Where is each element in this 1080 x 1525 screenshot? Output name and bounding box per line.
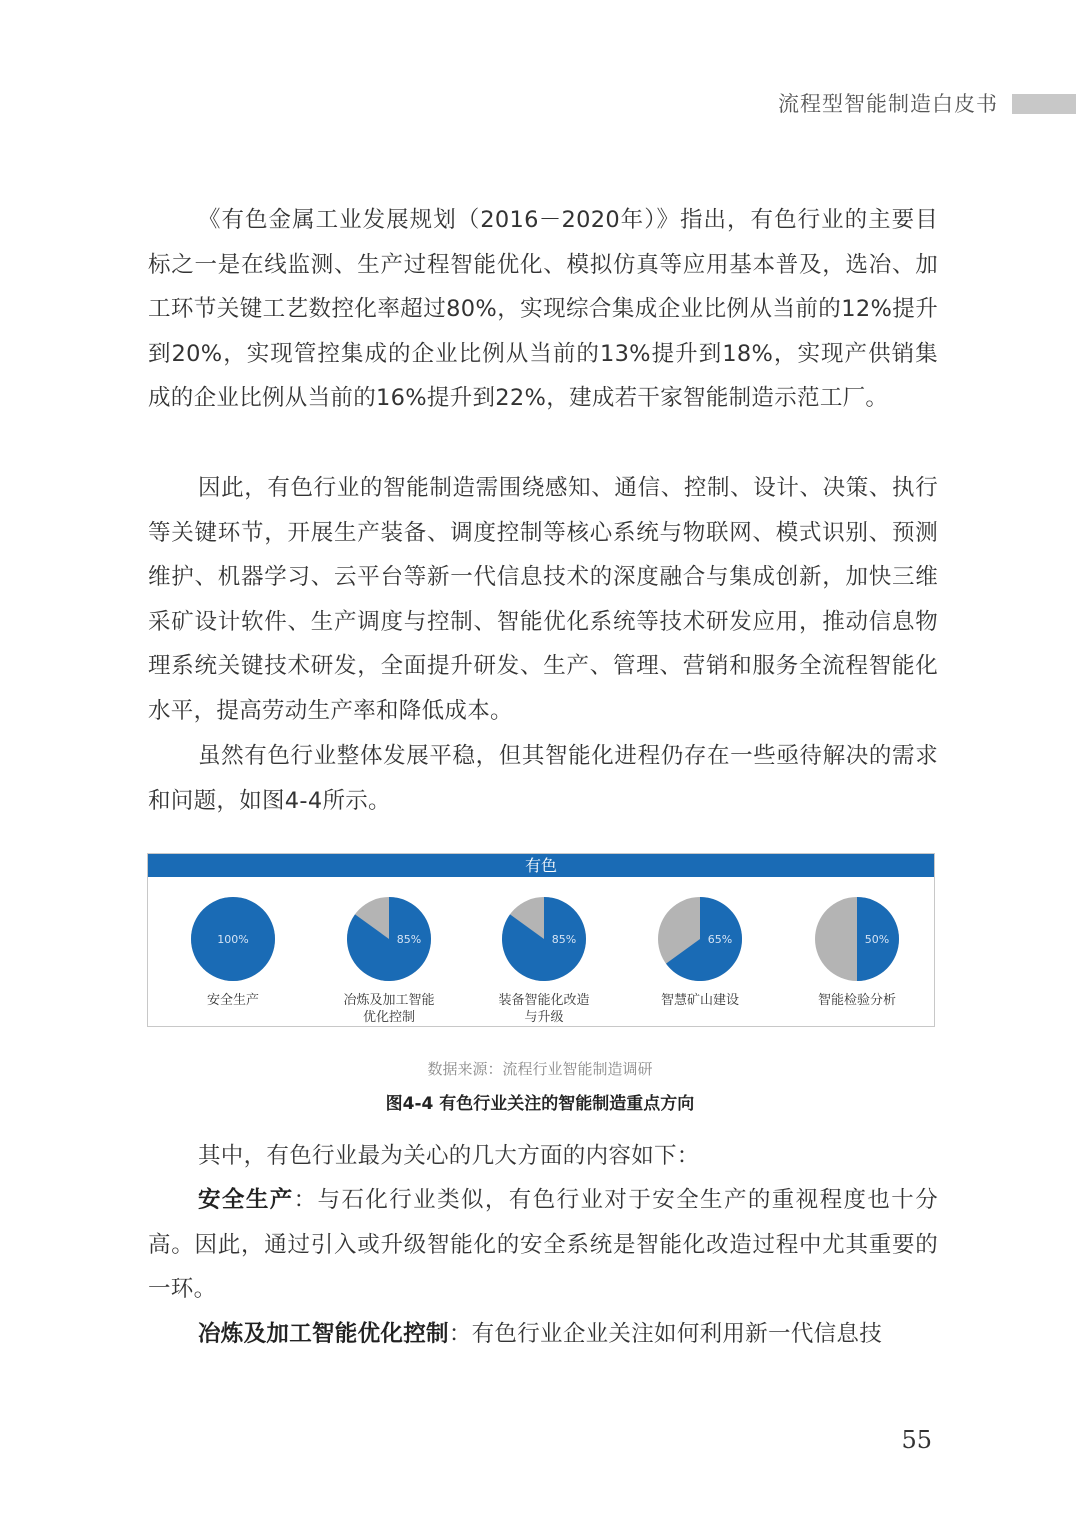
paragraph-text: 因此，有色行业的智能制造需围绕感知、通信、控制、设计、决策、执行等关键环节，开展生产装备、调度控制等核心系统与物联网、模式识别、预测维护、机器学习、云平台等新一代信息技术的深度融合与集成创新，加快三维采矿设计软件、生产调度与控制、智能优化系统等技术研发应用，推动信息物理系统关键技术研发，全面提升研发、生产、管理、营销和服务全流程智能化水平，提高劳动生产率和降低成本。 <box>148 475 938 724</box>
paragraph-lead-term: 安全生产 <box>198 1187 294 1213</box>
paragraph-3 <box>148 734 938 823</box>
paragraph-text <box>148 1178 938 1312</box>
paragraph-5 <box>148 1178 938 1312</box>
figure-source: 数据来源：流程行业智能制造调研 <box>427 1060 653 1078</box>
pie-item <box>329 894 449 1026</box>
pie-item <box>797 894 917 1009</box>
pie-item <box>173 894 293 1009</box>
paragraph-2 <box>148 466 938 734</box>
paragraph-lead-term: 冶炼及加工智能优化控制 <box>198 1321 449 1347</box>
pie-value-label: 65% <box>707 933 733 946</box>
pie-category-label: 装备智能化改造 与升级 <box>498 993 590 1025</box>
pie-category-label: 安全生产 <box>206 993 259 1008</box>
pie-category-label: 冶炼及加工智能 优化控制 <box>343 993 435 1025</box>
pie-category-label: 智慧矿山建设 <box>660 993 739 1008</box>
figure-header: 有色 <box>148 854 934 877</box>
paragraph-body: ：有色行业企业关注如何利用新一代信息技 <box>448 1321 883 1347</box>
running-header-bar <box>1012 94 1076 114</box>
paragraph-text: 其中，有色行业最为关心的几大方面的内容如下： <box>198 1143 700 1169</box>
pie-chart <box>188 894 278 984</box>
paragraph-4 <box>148 1134 938 1179</box>
pie-item <box>484 894 604 1026</box>
pie-chart <box>499 894 589 984</box>
paragraph-text: 虽然有色行业整体发展平稳，但其智能化进程仍存在一些亟待解决的需求和问题，如图4-4所示。 <box>148 743 938 814</box>
running-header-title: 流程型智能制造白皮书 <box>778 92 998 116</box>
pie-chart <box>812 894 902 984</box>
pie-category-label: 智能检验分析 <box>817 993 896 1008</box>
paragraph-text: 《有色金属工业发展规划（2016－2020年）》指出，有色行业的主要目标之一是在线监测、生产过程智能优化、模拟仿真等应用基本普及，选冶、加工环节关键工艺数控化率超过80%，实现综合集成企业比例从当前的12%提升到20%，实现管控集成的企业比例从当前的13%提升到18%，实现产供销集成的企业比例从当前的16%提升到22%，建成若干家智能制造示范工厂。 <box>148 207 938 412</box>
paragraph-body: ：与石化行业类似，有色行业对于安全生产的重视程度也十分高。因此，通过引入或升级智能化的安全系统是智能化改造过程中尤其重要的一环。 <box>148 1187 939 1303</box>
paragraph-text <box>148 1312 938 1357</box>
pie-value-label: 85% <box>396 933 422 946</box>
pie-value-label: 85% <box>551 933 577 946</box>
paragraph-6 <box>148 1312 938 1357</box>
figure-pie-charts <box>147 853 935 1027</box>
pie-item <box>640 894 760 1009</box>
page-number: 55 <box>901 1426 932 1454</box>
pie-value-label: 50% <box>864 933 890 946</box>
pie-chart <box>655 894 745 984</box>
pie-chart <box>344 894 434 984</box>
pie-value-label: 100% <box>217 933 249 946</box>
figure-caption: 图4-4 有色行业关注的智能制造重点方向 <box>385 1094 695 1114</box>
paragraph-1 <box>148 198 938 421</box>
